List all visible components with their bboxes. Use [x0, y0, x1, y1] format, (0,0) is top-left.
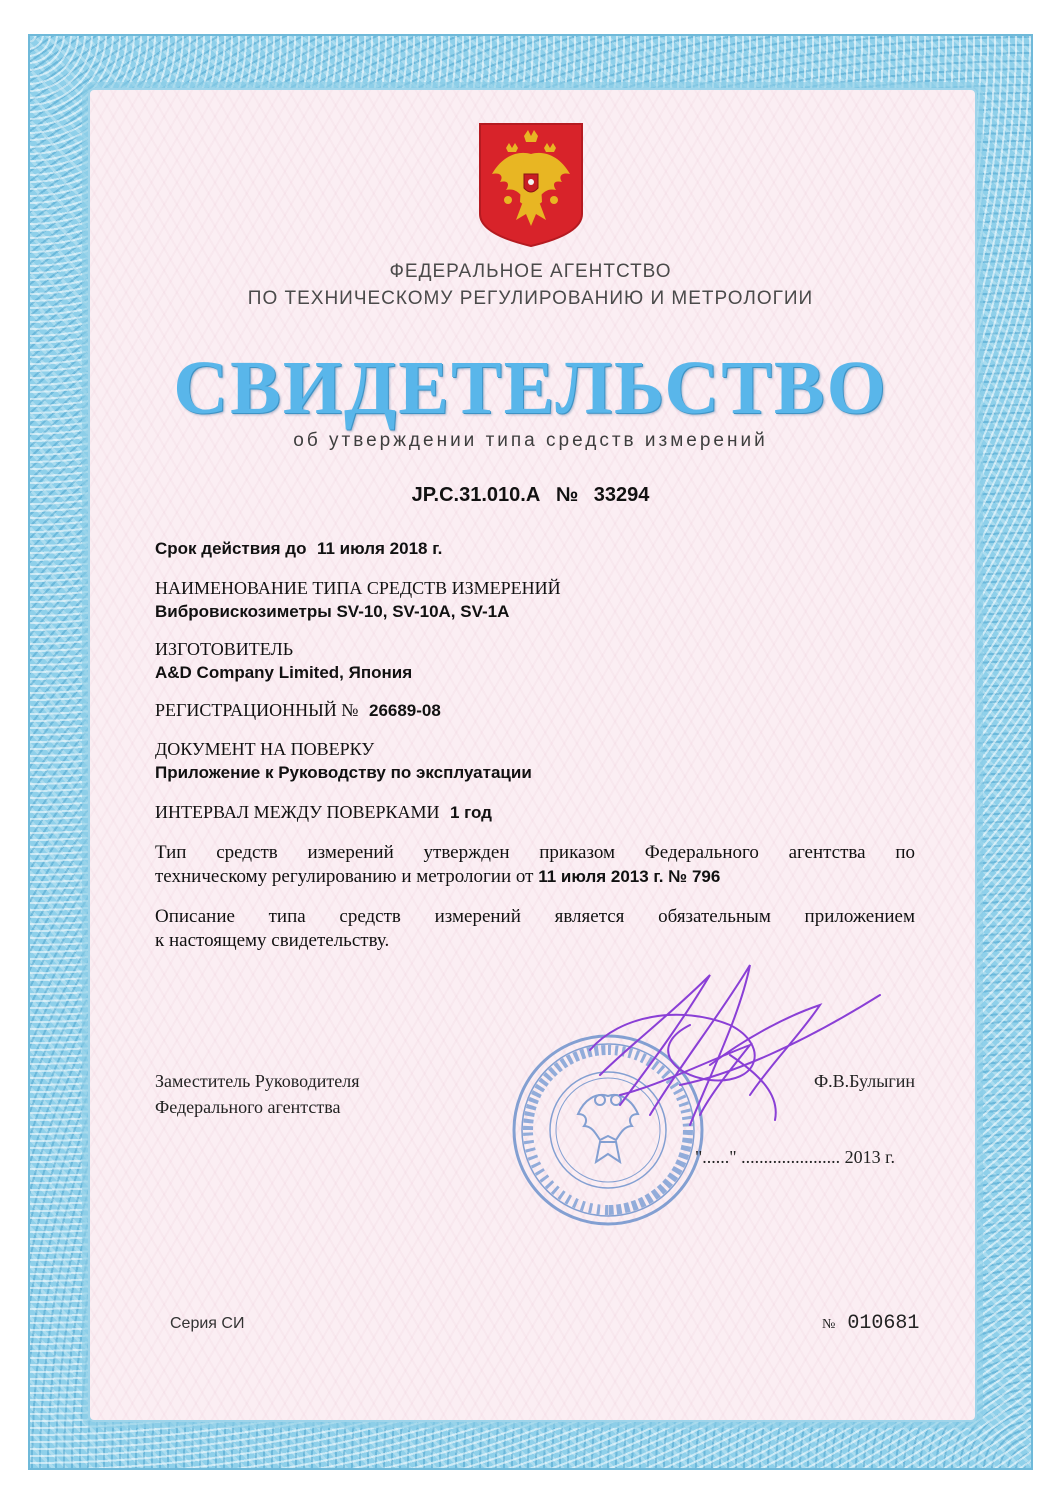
registration-row — [155, 698, 441, 723]
serial-number-sign: № — [822, 1317, 836, 1332]
description-line-2: к настоящему свидетельству. — [155, 930, 390, 951]
verification-doc-value: Приложение к Руководству по эксплуатации — [155, 763, 532, 782]
type-name-label: НАИМЕНОВАНИЕ ТИПА СРЕДСТВ ИЗМЕРЕНИЙ — [155, 578, 561, 598]
interval-label: ИНТЕРВАЛ МЕЖДУ ПОВЕРКАМИ — [155, 802, 440, 822]
certificate-number-value: 33294 — [593, 484, 650, 506]
verification-doc-label: ДОКУМЕНТ НА ПОВЕРКУ — [155, 739, 375, 759]
validity-label: Срок действия до — [155, 539, 307, 558]
signatory-position-line-1: Заместитель Руководителя — [155, 1071, 360, 1091]
approval-order-date: 11 июля 2013 г. — [538, 867, 664, 886]
approval-line-1: Тип средств измерений утвержден приказом Федерального агентства по — [155, 842, 915, 863]
certificate-number — [0, 484, 1061, 507]
interval-value: 1 год — [449, 803, 492, 822]
type-name-block — [155, 576, 561, 624]
signatory-position-line-2: Федерального агентства — [155, 1097, 341, 1117]
certificate-code: JP.C.31.010.A — [411, 484, 541, 506]
verification-doc-block — [155, 737, 532, 785]
description-line-1: Описание типа средств измерений является обязательным приложением — [155, 906, 915, 927]
registration-value: 26689-08 — [368, 701, 441, 720]
approval-line-2-prefix: техническому регулированию и метрологии от — [155, 866, 534, 887]
approval-paragraph — [155, 841, 915, 889]
manufacturer-label: ИЗГОТОВИТЕЛЬ — [155, 639, 294, 659]
signatory-name: Ф.В.Булыгин — [813, 1071, 915, 1091]
interval-row — [155, 800, 492, 825]
russian-coat-of-arms-icon — [478, 122, 584, 248]
manufacturer-value: A&D Company Limited, Япония — [155, 663, 413, 682]
signatory-position — [155, 1068, 359, 1120]
document-title: СВИДЕТЕЛЬСТВО — [173, 346, 888, 430]
description-paragraph — [155, 905, 915, 953]
validity-date: 11 июля 2018 г. — [316, 539, 443, 558]
serial-number-value: 010681 — [847, 1312, 920, 1335]
series-label: Серия СИ — [170, 1315, 245, 1332]
validity-row — [155, 536, 442, 561]
approval-order-number: № 796 — [668, 867, 721, 886]
type-name-value: Вибровискозиметры SV-10, SV-10A, SV-1A — [155, 602, 510, 621]
signature-date: "......" ...................... 2013 г. — [694, 1147, 895, 1167]
agency-line-1: ФЕДЕРАЛЬНОЕ АГЕНТСТВО — [389, 261, 672, 282]
document-subtitle: об утверждении типа средств измерений — [293, 430, 768, 451]
registration-label: РЕГИСТРАЦИОННЫЙ № — [155, 700, 359, 720]
manufacturer-block — [155, 637, 412, 685]
certificate-number-sign: № — [555, 484, 579, 506]
agency-line-2: ПО ТЕХНИЧЕСКОМУ РЕГУЛИРОВАНИЮ И МЕТРОЛОГИИ — [247, 288, 814, 309]
signature-icon — [560, 955, 890, 1150]
serial-number — [822, 1312, 919, 1335]
